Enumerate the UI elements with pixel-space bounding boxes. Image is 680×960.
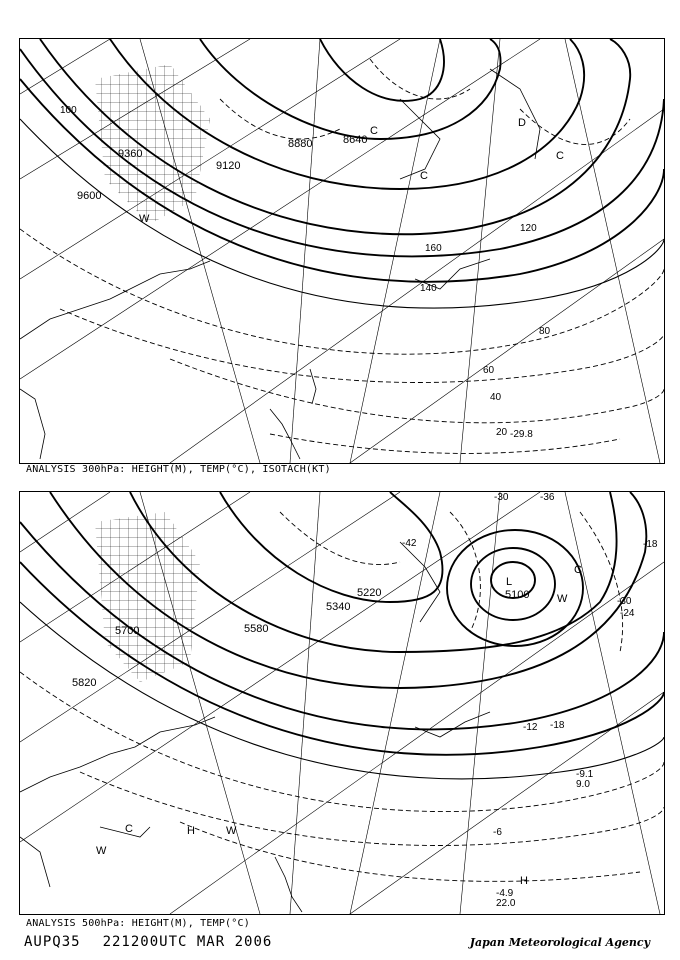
temp-label: -30 — [617, 596, 632, 607]
height-label: 9360 — [118, 148, 143, 160]
map-300hpa-canvas — [20, 39, 664, 463]
height-label: 8640 — [343, 134, 368, 146]
height-label: 5580 — [244, 623, 269, 635]
isotach-label: 120 — [520, 223, 537, 234]
cold-center-symbol: C — [420, 170, 428, 182]
station-value: -9.1 — [576, 769, 594, 780]
coastlines — [20, 542, 490, 912]
coastlines — [20, 69, 540, 459]
warm-center-symbol: W — [226, 825, 237, 837]
isotach-label: 20 — [496, 427, 508, 438]
map-500hpa — [19, 491, 665, 915]
low-pressure-symbol: L — [506, 576, 513, 588]
station-value: 22.0 — [496, 898, 516, 909]
agency-credit: Japan Meteorological Agency — [469, 936, 650, 949]
high-pressure-symbol: H — [520, 875, 528, 887]
temp-label: -18 — [550, 720, 565, 731]
temp-label: -12 — [523, 722, 538, 733]
temp-label: -6 — [493, 827, 502, 838]
warm-center-symbol: W — [557, 593, 568, 605]
height-label: 9120 — [216, 160, 241, 172]
valid-datetime: 221200UTC MAR 2006 — [102, 934, 273, 950]
station-value: 9.0 — [576, 779, 590, 790]
height-label: 5820 — [72, 677, 97, 689]
bottom-panel-caption: ANALYSIS 500hPa: HEIGHT(M), TEMP(°C) — [26, 918, 250, 929]
isotach-label: 140 — [420, 283, 437, 294]
isotach-label: 100 — [60, 105, 77, 116]
height-label: 5100 — [505, 589, 530, 601]
temp-label: -18 — [643, 539, 658, 550]
map-300hpa — [19, 38, 665, 464]
isotach-label: 60 — [483, 365, 495, 376]
product-code: AUPQ35 — [24, 934, 81, 950]
temp-label: -30 — [494, 492, 509, 503]
temp-value: -29.8 — [510, 429, 533, 440]
height-label: 8880 — [288, 138, 313, 150]
cold-center-symbol: C — [125, 823, 133, 835]
warm-center-symbol: W — [139, 213, 150, 225]
temp-label: -36 — [540, 492, 555, 503]
cold-center-symbol: C — [556, 150, 564, 162]
height-label: 5220 — [357, 587, 382, 599]
isotach-label: 160 — [425, 243, 442, 254]
temp-label: -24 — [620, 608, 635, 619]
low-center-contours — [447, 530, 583, 646]
high-pressure-symbol: H — [187, 825, 195, 837]
terrain-hatch — [95, 512, 200, 682]
cold-center-symbol: C — [370, 125, 378, 137]
cold-center-symbol: C — [574, 564, 582, 576]
top-panel-caption: ANALYSIS 300hPa: HEIGHT(M), TEMP(°C), ISOTACH(KT) — [26, 464, 331, 475]
height-label: 9600 — [77, 190, 102, 202]
product-footer — [24, 934, 294, 950]
temp-label: -42 — [402, 538, 417, 549]
isotach-label: 80 — [539, 326, 551, 337]
isotach-label: 40 — [490, 392, 502, 403]
height-label: 5700 — [115, 625, 140, 637]
warm-center-symbol: W — [96, 845, 107, 857]
height-label: 5340 — [326, 601, 351, 613]
symbol: D — [518, 117, 526, 129]
map-500hpa-canvas — [20, 492, 664, 914]
station-value: -4.9 — [496, 888, 514, 899]
